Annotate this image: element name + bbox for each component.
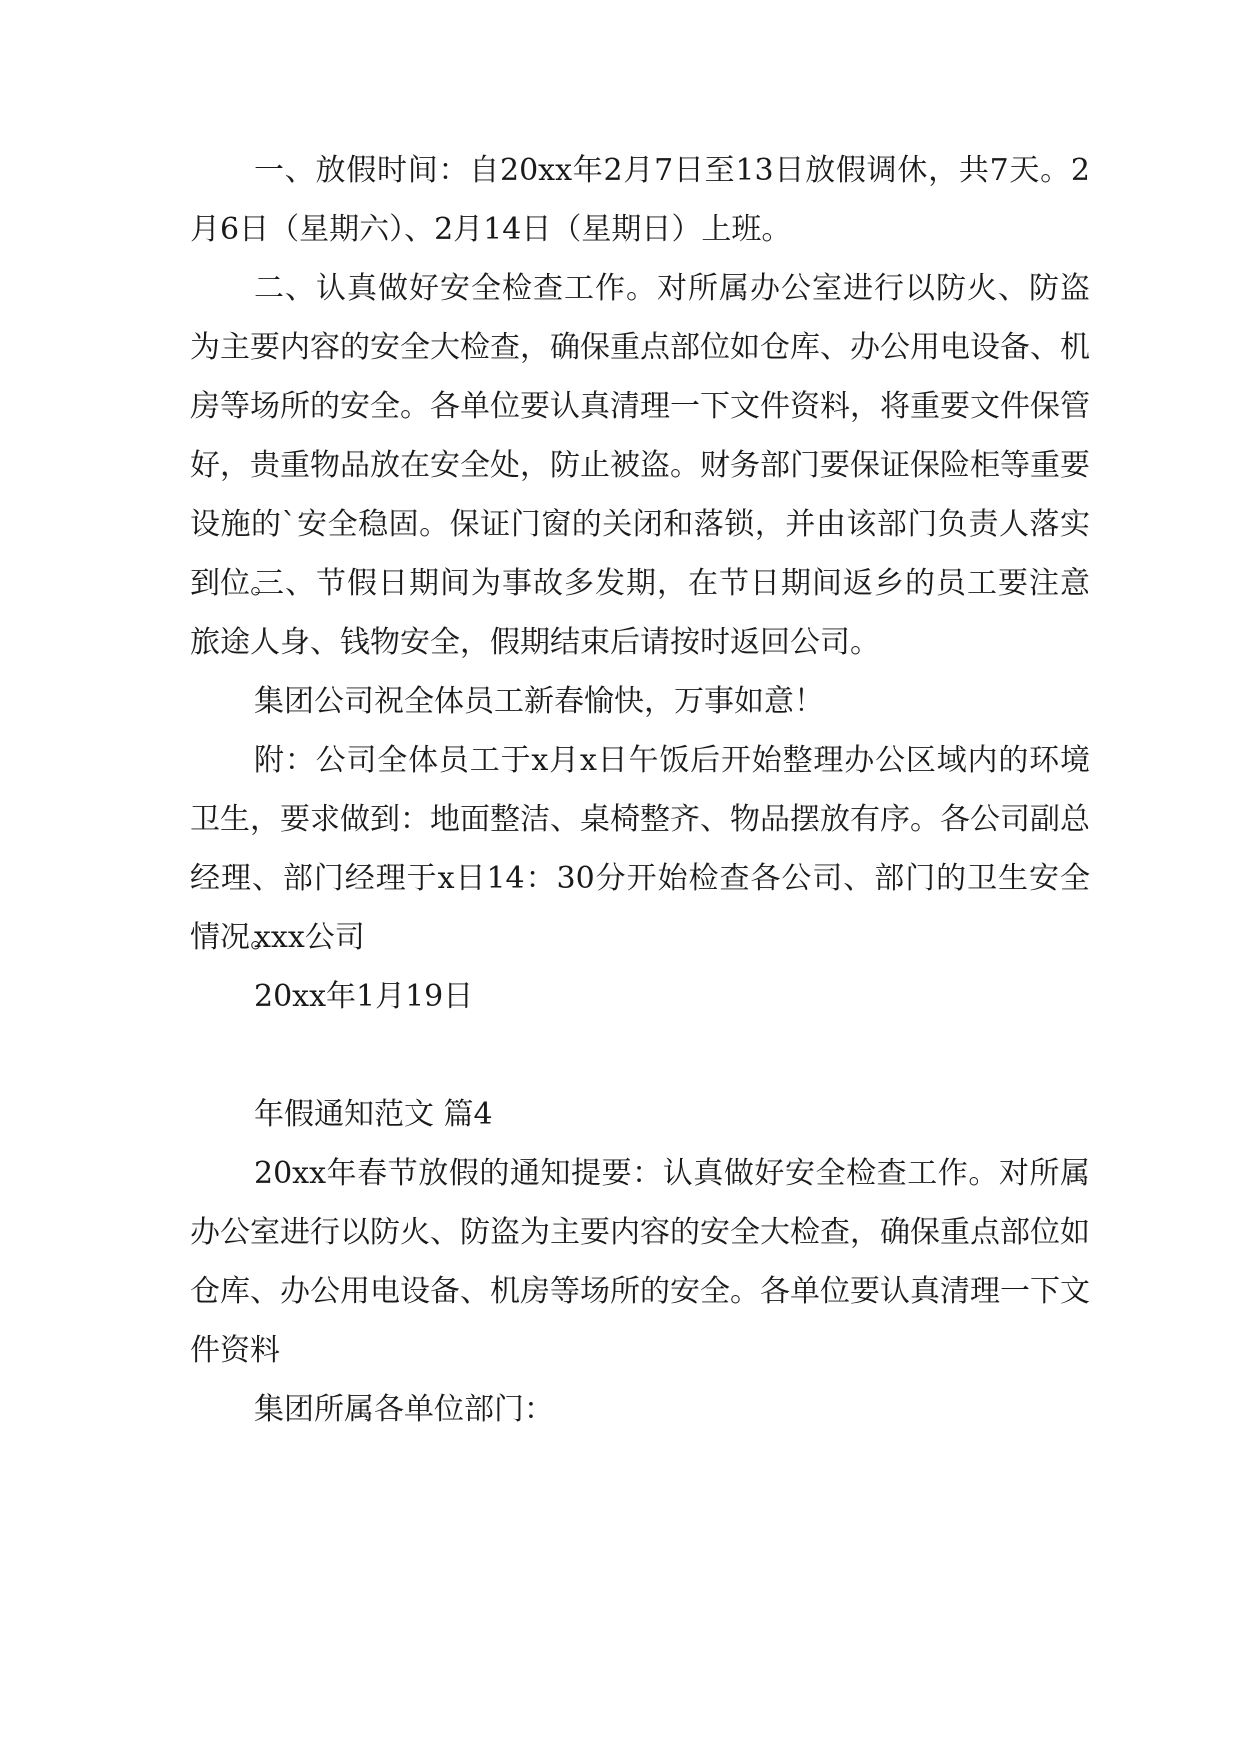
paragraph-appendix: 附：公司全体员工于x月x日午饭后开始整理办公区域内的环境卫生，要求做到：地面整洁、桌椅整齐、物品摆放有序。各公司副总经理、部门经理于x日14：30分开始检查各公司、部门的卫生安全情况。 bbox=[190, 743, 1090, 955]
signature-company: xxx公司 bbox=[254, 920, 365, 955]
paragraph-summary: 20xx年春节放假的通知提要：认真做好安全检查工作。对所属办公室进行以防火、防盗为主要内容的安全大检查，确保重点部位如仓库、办公用电设备、机房等场所的安全。各单位要认真清理一下文件资料 bbox=[190, 1156, 1090, 1368]
paragraph-safety-check: 二、认真做好安全检查工作。对所属办公室进行以防火、防盗为主要内容的安全大检查，确保重点部位如仓库、办公用电设备、机房等场所的安全。各单位要认真清理一下文件资料，将重要文件保管好，贵重物品放在安全处，防止被盗。财务部门要保证保险柜等重要设施的`安全稳固。保证门窗的关闭和落锁，并由该部门负责人落实到位。 bbox=[190, 271, 1090, 601]
signature-date: 20xx年1月19日 bbox=[254, 979, 474, 1014]
paragraph-travel-safety: 三、节假日期间为事故多发期，在节日期间返乡的员工要注意旅途人身、钱物安全，假期结束后请按时返回公司。 bbox=[190, 566, 1090, 660]
paragraph-greeting: 集团公司祝全体员工新春愉快，万事如意！ bbox=[254, 684, 824, 719]
section-title: 年假通知范文 篇4 bbox=[254, 1097, 493, 1132]
paragraph-holiday-time: 一、放假时间：自20xx年2月7日至13日放假调休，共7天。2月6日（星期六）、2月14日（星期日）上班。 bbox=[190, 153, 1090, 247]
salutation: 集团所属各单位部门： bbox=[254, 1392, 554, 1427]
